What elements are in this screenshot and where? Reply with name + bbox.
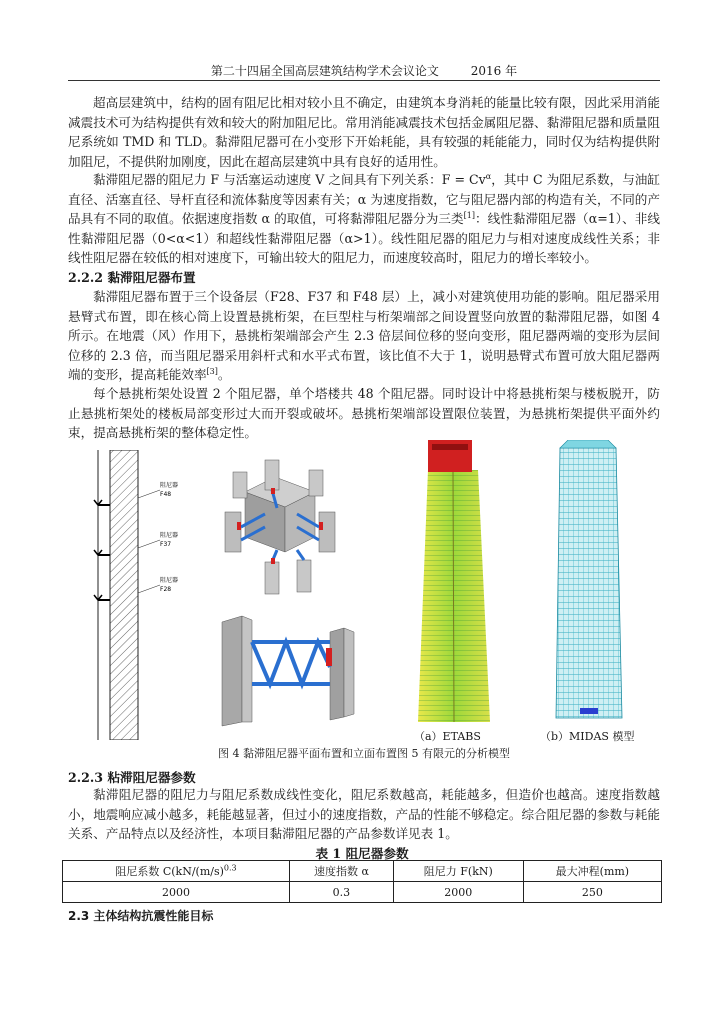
table-cell: 0.3 <box>290 882 394 903</box>
section-heading-2-2-2: 2.2.2 黏滞阻尼器布置 <box>68 270 196 285</box>
subcaption-etabs: （a）ETABS <box>414 730 481 743</box>
table-cell: 250 <box>523 882 661 903</box>
midas-model-render <box>548 440 630 725</box>
elev-label: 阻尼器 <box>160 482 179 489</box>
etabs-model-render <box>398 440 508 725</box>
truss-plan-3d-render <box>205 452 355 602</box>
elev-label: 阻尼器 <box>160 577 179 584</box>
elev-label: F48 <box>160 491 172 498</box>
section-heading-2-2-3: 2.2.3 粘滞阻尼器参数 <box>68 770 196 785</box>
elev-label: F37 <box>160 541 172 548</box>
damper-mark <box>94 550 110 555</box>
damper-mark <box>94 595 110 600</box>
subcaption-midas: （b）MIDAS 模型 <box>540 730 635 743</box>
table-caption: 表 1 阻尼器参数 <box>315 846 409 861</box>
truss-elevation-3d-render <box>212 612 362 727</box>
damper-elevation-diagram <box>88 450 193 740</box>
elev-label: 阻尼器 <box>160 532 179 539</box>
header-title: 第二十四届全国高层建筑结构学术会议论文 <box>210 64 439 78</box>
table-cell: 2000 <box>63 882 290 903</box>
paragraph-damper-layout: 黏滞阻尼器布置于三个设备层（F28、F37 和 F48 层）上，减小对建筑使用功能的影响。阻尼器采用悬臂式布置，即在核心筒上设置悬挑桁架，在巨型柱与桁架端部之间设置竖向放置的黏滞阻尼器，如图 4 所示。在地震（风）作用下，悬挑桁架端部会产生 2.3 倍层间位移的竖向变形，阻尼器两端的变形为层间位移的 2.3 倍，而当阻尼器采用斜杆式和水平式布置，该比值不大于 1，说明悬臂式布置可放大阻尼器两端的变形，提高耗能效率[3]。 <box>68 289 660 382</box>
table-header-cell: 阻尼系数 $C(kN/(m/s)^{0.3}$ <box>63 861 290 882</box>
paragraph-damper-params: 黏滞阻尼器的阻尼力与阻尼系数成线性变化，阻尼系数越高，耗能越多，但造价也越高。速度指数越小，地震响应减小越多，耗能越显著，但过小的速度指数，产品的性能不够稳定。综合阻尼器的参数与耗能关系、产品特点以及经济性，本项目黏滞阻尼器的产品参数详见表 1。 <box>68 787 660 841</box>
core-wall <box>110 450 138 740</box>
header-year: 2016 年 <box>470 64 518 78</box>
paragraph-truss-detail: 每个悬挑桁架处设置 2 个阻尼器，单个塔楼共 48 个阻尼器。同时设计中将悬挑桁架与楼板脱开，防止悬挑桁架处的楼板局部变形过大而开裂或破坏。悬挑桁架端部设置限位装置，为悬挑桁架提供平面外约束，提高悬挑桁架的整体稳定性。 <box>68 386 660 440</box>
table-header-row <box>63 861 662 882</box>
damper-mark <box>94 500 110 505</box>
paragraph-damping-intro: 超高层建筑中，结构的固有阻尼比相对较小且不确定，由建筑本身消耗的能量比较有限，因此采用消能减震技术可为结构提供有效和较大的附加阻尼比。常用消能减震技术包括金属阻尼器、黏滞阻尼器和质量阻尼系统如 TMD 和 TLD。黏滞阻尼器可在小变形下开始耗能，具有较强的耗能能力，同时仅为结构提供附加阻尼，不提供附加刚度，因此在超高层建筑中具有良好的适用性。 <box>68 95 660 169</box>
table-header-cell: 最大冲程(mm) <box>523 861 661 882</box>
paragraph-damper-formula: 黏滞阻尼器的阻尼力 F 与活塞运动速度 V 之间具有下列关系：$F = Cv^\alpha$，其中 C 为阻尼系数，与油缸直径、活塞直径、导杆直径和流体黏度等因素有关；α 为速度指数，它与阻尼器内部的构造有关，不同的产品具有不同的取值。依据速度指数 α 的取值，可将黏滞阻尼器分为三类[1]：线性黏滞阻尼器（α=1）、非线性黏滞阻尼器（0<α<1）和超线性黏滞阻尼器（α>1）。线性阻尼器的阻尼力与相对速度成线性关系；非线性阻尼器在较低的相对速度下，可输出较大的阻尼力，而速度较高时，阻尼力的增长率较小。 <box>68 171 660 265</box>
table-header-cell: 阻尼力 F(kN) <box>393 861 523 882</box>
table-cell: 2000 <box>393 882 523 903</box>
figure-caption: 图 4 黏滞阻尼器平面布置和立面布置图 5 有限元的分析模型 <box>218 747 510 760</box>
table-header-cell: 速度指数 α <box>290 861 394 882</box>
section-heading-2-3: 2.3 主体结构抗震性能目标 <box>68 909 214 923</box>
page-header <box>68 62 660 81</box>
elev-label: F28 <box>160 586 172 593</box>
table-row <box>63 882 662 903</box>
damper-params-table <box>62 860 662 903</box>
